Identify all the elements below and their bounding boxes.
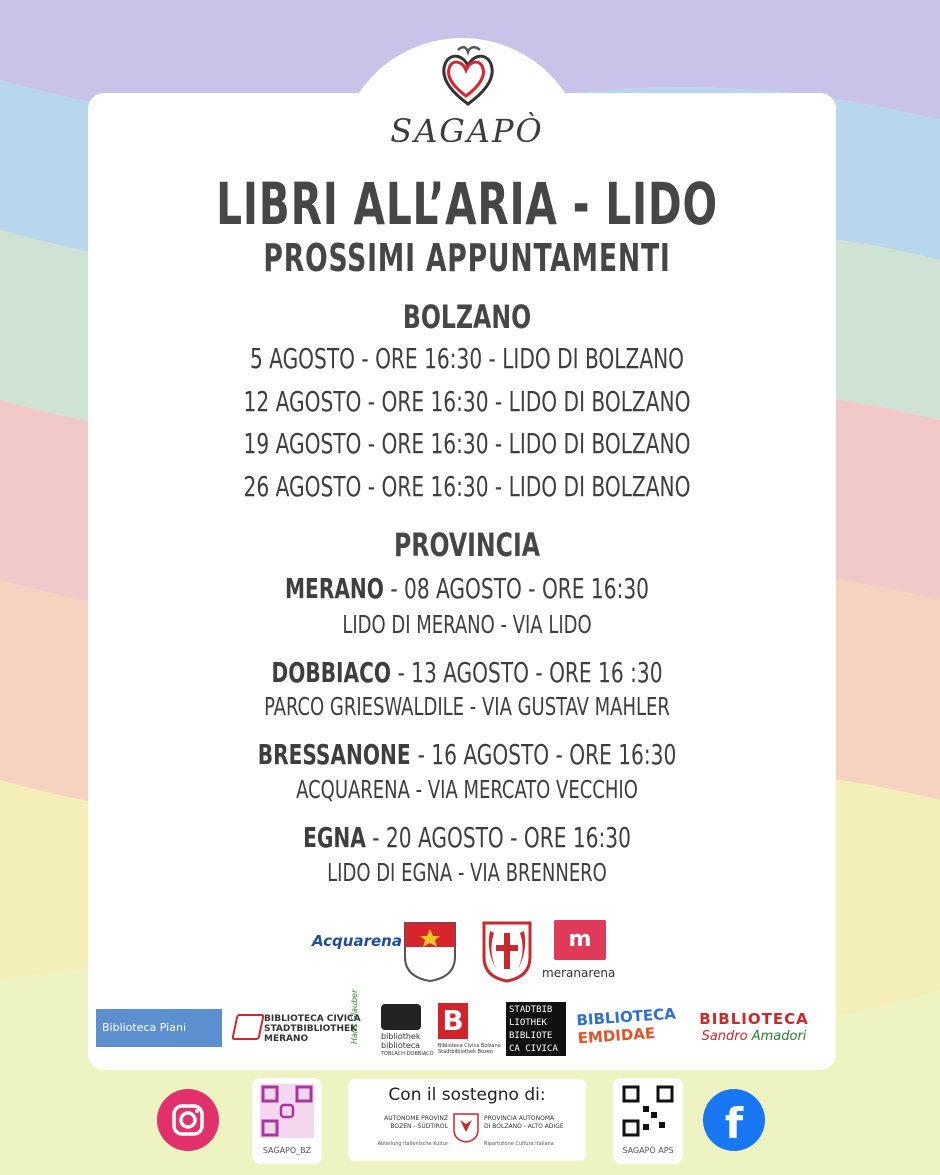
logo-line: BIBLIOTECA CIVICA [264,1014,361,1024]
merano-coat-of-arms-icon [482,921,532,983]
logo-line: BIBLIOTE [509,1031,553,1041]
meranarena-logo: meranarena [542,966,616,980]
logo-line: Stadtbibliothek Bozen [438,1049,493,1055]
bolzano-library-mark: B [438,1003,468,1039]
facebook-qr-card[interactable] [613,1078,683,1164]
logo-line: PROVINCIA AUTONOMA [484,1115,555,1122]
event-place: BRESSANONE [257,738,418,771]
logo-line [680,1028,828,1046]
section-heading-bolzano: BOLZANO [402,298,532,336]
logo-line: biblioteca [381,1041,421,1050]
event-when: - 16 AGOSTO - ORE 16:30 [417,738,677,771]
bolzano-library-logo [438,1043,501,1055]
biblioteca-sandro-amadori-logo [680,1010,828,1046]
event-place: EGNA [303,821,366,854]
logo-line: BOZEN - SÜDTIROL [390,1123,448,1130]
provincia-event [164,572,770,605]
logo-line: Biblioteca Civica Bolzano [438,1043,501,1049]
bolzano-date: 26 AGOSTO - ORE 16:30 - LIDO DI BOLZANO [243,470,691,503]
sagapo-hearts-icon [436,44,500,110]
dept-it: Ripartizione Cultura italiana [484,1141,554,1147]
logo-line: CA CIVICA [509,1044,558,1054]
provincia-event [164,821,770,854]
logo-line: BIBLIOTECA [575,1004,677,1030]
support-label: Con il sostegno di: [388,1085,546,1105]
logo-line: bibliothek [381,1032,421,1041]
logo-line: AUTONOME PROVINZ [384,1115,448,1122]
province-eagle-icon [452,1112,480,1144]
biblioteca-piani-logo: Biblioteca Piani [96,1009,222,1047]
sponsor-box [348,1079,586,1161]
logo-line: MERANO [264,1034,309,1044]
instagram-button[interactable] [157,1089,219,1151]
event-location: PARCO GRIESWALDILE - VIA GUSTAV MAHLER [264,692,670,721]
event-location: LIDO DI MERANO - VIA LIDO [342,610,592,639]
event-location: LIDO DI EGNA - VIA BRENNERO [327,858,607,887]
logo-line: LIOTHEK [509,1018,547,1028]
province-it [484,1115,584,1131]
event-when: - 08 AGOSTO - ORE 16:30 [383,572,649,605]
logo-line: BIBLIOTECA [699,1010,809,1028]
event-place: MERANO [284,572,384,605]
biblioteca-merano-logo [264,1014,361,1044]
facebook-button[interactable]: f [703,1089,765,1151]
bolzano-date: 19 AGOSTO - ORE 16:30 - LIDO DI BOLZANO [243,427,691,460]
provincia-event [164,656,770,689]
provincia-event [164,738,770,771]
stadtbibliothek-logo [506,1002,566,1056]
qr-code-icon [252,1078,322,1148]
bolzano-date: 12 AGOSTO - ORE 16:30 - LIDO DI BOLZANO [243,385,691,418]
logo-word: Sandro [701,1029,748,1044]
instagram-qr-card[interactable] [252,1078,322,1164]
acquarena-logo: Acquarena [312,932,402,950]
logo-line: STADTBIBLIOTHEK [264,1024,358,1034]
meranarena-mark: m [554,920,606,960]
book-icon [231,1014,265,1040]
logo-line: STADTBIB [509,1005,553,1015]
page-subtitle: PROSSIMI APPUNTAMENTI [263,236,671,280]
logo-word: Amadori [751,1029,807,1044]
qr-label: SAGAPO_BZ [262,1146,312,1155]
section-heading-provincia: PROVINCIA [393,526,541,564]
event-place: DOBBIACO [271,656,392,689]
biblioteca-emdidae-logo [576,1005,678,1048]
hans-glauber-text [350,1036,359,1044]
bolzano-date: 5 AGOSTO - ORE 16:30 - LIDO DI BOLZANO [249,342,685,375]
qr-code-icon [613,1078,683,1148]
hans-glauber-wrap [368,1004,376,1056]
toblach-logo-mark [381,1004,421,1030]
logo-line: TOBLACH-DOBBIACO [381,1051,434,1057]
instagram-icon [157,1089,219,1151]
dept-de: Abteilung Italienische Kultur [377,1141,448,1147]
brand-name: SAGAPÒ [390,112,544,150]
event-when: - 13 AGOSTO - ORE 16 :30 [391,656,663,689]
province-de [356,1115,448,1131]
toblach-library-logo [381,1032,434,1059]
page-title: LIBRI ALL’ARIA - LIDO [216,170,718,238]
event-when: - 20 AGOSTO - ORE 16:30 [365,821,631,854]
brixen-coat-of-arms-icon [403,921,457,983]
event-location: ACQUARENA - VIA MERCATO VECCHIO [296,775,638,804]
logo-line: EMDIDAE [577,1024,656,1048]
logo-line: DI BOLZANO - ALTO ADIGE [484,1123,564,1130]
qr-label: SAGAPÒ APS [622,1146,674,1155]
